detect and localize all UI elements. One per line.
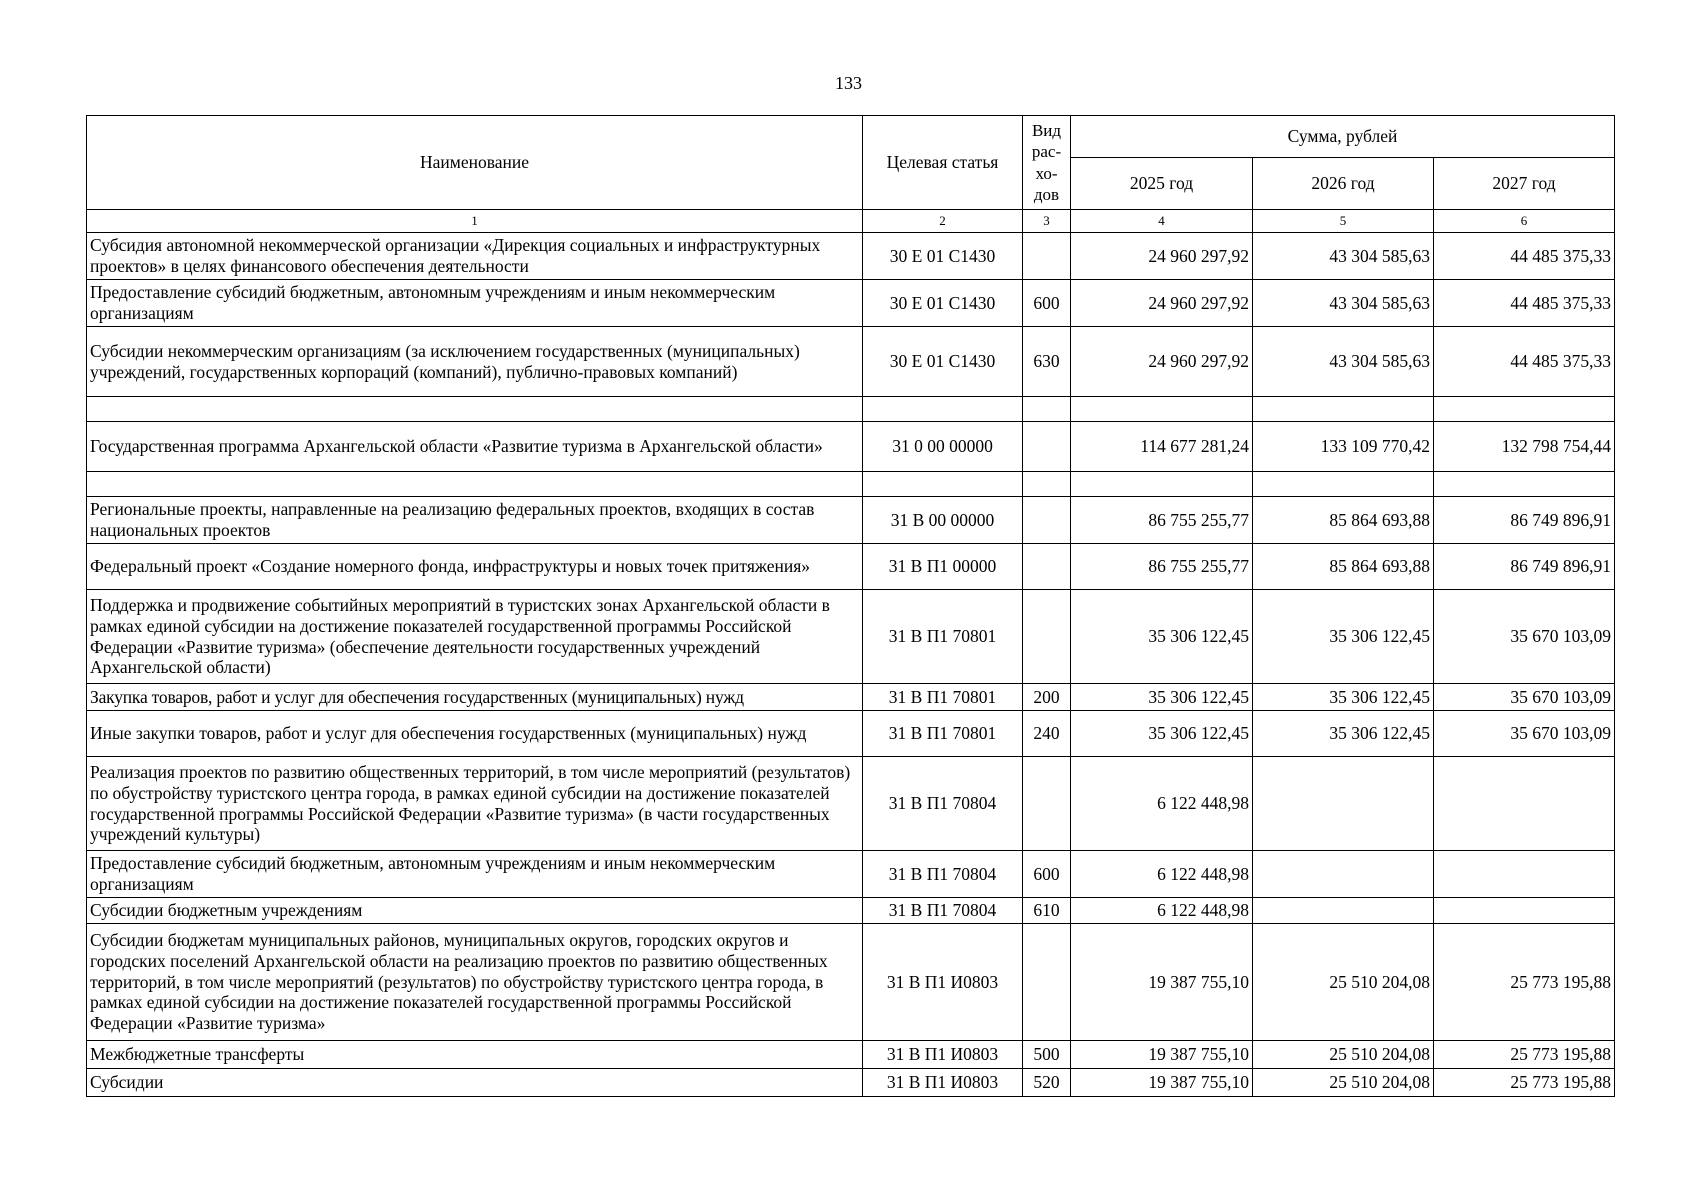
- table-row: [87, 711, 1615, 757]
- row-name: Реализация проектов по развитию общественных территорий, в том числе мероприятий (результатов) по обустройству туристского центра города, в рамках единой субсидии на достижение показателей государственной программы Российской Федерации «Развитие туризма» (в части государственных учреждений культуры): [87, 757, 863, 851]
- row-name: Предоставление субсидий бюджетным, автономным учреждениям и иным некоммерческим организациям: [87, 280, 863, 327]
- row-code: 31 В П1 70804: [863, 898, 1023, 924]
- row-amount-2025: 24 960 297,92: [1071, 233, 1253, 280]
- header-2026: 2026 год: [1253, 158, 1434, 210]
- row-code: 31 В 00 00000: [863, 497, 1023, 544]
- table-row-program: [87, 422, 1615, 472]
- row-amount-2025: [1071, 472, 1253, 497]
- row-amount-2025: [1071, 397, 1253, 422]
- page-number: 133: [835, 73, 862, 93]
- row-amount-2027: 44 485 375,33: [1434, 327, 1615, 397]
- row-amount-2027: 86 749 896,91: [1434, 544, 1615, 590]
- row-amount-2025: 86 755 255,77: [1071, 544, 1253, 590]
- row-amount-2027: [1434, 757, 1615, 851]
- table-row: [87, 757, 1615, 851]
- header-code: Целевая статья: [863, 116, 1023, 210]
- header-2025: 2025 год: [1071, 158, 1253, 210]
- row-amount-2026: 25 510 204,08: [1253, 1041, 1434, 1069]
- row-vid: 520: [1023, 1069, 1071, 1097]
- row-code: 30 Е 01 С1430: [863, 280, 1023, 327]
- header-name: Наименование: [87, 116, 863, 210]
- row-amount-2026: 85 864 693,88: [1253, 497, 1434, 544]
- row-amount-2026: 35 306 122,45: [1253, 684, 1434, 711]
- row-vid: 610: [1023, 898, 1071, 924]
- row-amount-2026: 25 510 204,08: [1253, 924, 1434, 1041]
- row-amount-2027: 132 798 754,44: [1434, 422, 1615, 472]
- row-name: Предоставление субсидий бюджетным, автономным учреждениям и иным некоммерческим организациям: [87, 851, 863, 898]
- empty-row: [87, 397, 1615, 422]
- column-number-row: [87, 210, 1615, 233]
- row-code: [863, 397, 1023, 422]
- row-name: Субсидии бюджетам муниципальных районов, муниципальных округов, городских округов и городских поселений Архангельской области на реализацию проектов по развитию общественных территорий, в том числе мероприятий (результатов) по обустройству туристского центра города, в рамках единой субсидии на достижение показателей государственной программы Российской Федерации «Развитие туризма»: [87, 924, 863, 1041]
- col-number: 6: [1434, 210, 1615, 233]
- row-amount-2025: 86 755 255,77: [1071, 497, 1253, 544]
- row-vid: [1023, 233, 1071, 280]
- budget-table: [86, 115, 1615, 1097]
- row-name: [87, 397, 863, 422]
- row-code: 31 В П1 00000: [863, 544, 1023, 590]
- table-row-regional: [87, 497, 1615, 544]
- row-code: [863, 472, 1023, 497]
- col-number: 2: [863, 210, 1023, 233]
- table-row: [87, 851, 1615, 898]
- row-amount-2026: 43 304 585,63: [1253, 233, 1434, 280]
- row-code: 30 Е 01 С1430: [863, 233, 1023, 280]
- row-vid: 240: [1023, 711, 1071, 757]
- row-amount-2026: 85 864 693,88: [1253, 544, 1434, 590]
- row-name: Иные закупки товаров, работ и услуг для обеспечения государственных (муниципальных) нужд: [87, 711, 863, 757]
- row-amount-2026: [1253, 757, 1434, 851]
- row-amount-2025: 35 306 122,45: [1071, 711, 1253, 757]
- row-vid: [1023, 924, 1071, 1041]
- empty-row: [87, 472, 1615, 497]
- row-amount-2025: 19 387 755,10: [1071, 1041, 1253, 1069]
- row-amount-2025: 24 960 297,92: [1071, 280, 1253, 327]
- table-row: [87, 898, 1615, 924]
- row-vid: 200: [1023, 684, 1071, 711]
- row-name: Субсидии бюджетным учреждениям: [87, 898, 863, 924]
- row-amount-2025: 6 122 448,98: [1071, 851, 1253, 898]
- row-code: 31 В П1 70801: [863, 590, 1023, 684]
- table-row: [87, 684, 1615, 711]
- row-amount-2025: 6 122 448,98: [1071, 898, 1253, 924]
- row-amount-2026: [1253, 898, 1434, 924]
- row-amount-2025: 114 677 281,24: [1071, 422, 1253, 472]
- row-amount-2027: [1434, 898, 1615, 924]
- row-code: 31 0 00 00000: [863, 422, 1023, 472]
- row-amount-2027: 35 670 103,09: [1434, 590, 1615, 684]
- row-vid: [1023, 757, 1071, 851]
- row-vid: [1023, 590, 1071, 684]
- row-name: Субсидии: [87, 1069, 863, 1097]
- row-name: Государственная программа Архангельской области «Развитие туризма в Архангельской области»: [87, 422, 863, 472]
- table-row: [87, 280, 1615, 327]
- row-vid: 630: [1023, 327, 1071, 397]
- row-name: Межбюджетные трансферты: [87, 1041, 863, 1069]
- row-amount-2025: 19 387 755,10: [1071, 1069, 1253, 1097]
- row-amount-2026: [1253, 397, 1434, 422]
- row-amount-2026: 35 306 122,45: [1253, 711, 1434, 757]
- row-amount-2026: 43 304 585,63: [1253, 327, 1434, 397]
- row-amount-2026: 133 109 770,42: [1253, 422, 1434, 472]
- row-amount-2026: [1253, 851, 1434, 898]
- col-number: 4: [1071, 210, 1253, 233]
- row-name: Субсидия автономной некоммерческой организации «Дирекция социальных и инфраструктурных проектов» в целях финансового обеспечения деятельности: [87, 233, 863, 280]
- table-row: [87, 233, 1615, 280]
- row-vid: 600: [1023, 280, 1071, 327]
- row-code: 31 В П1 70804: [863, 757, 1023, 851]
- row-vid: [1023, 397, 1071, 422]
- row-name: Субсидии некоммерческим организациям (за исключением государственных (муниципальных) учреждений, государственных корпораций (компаний), публично-правовых компаний): [87, 327, 863, 397]
- row-amount-2026: 43 304 585,63: [1253, 280, 1434, 327]
- row-vid: [1023, 422, 1071, 472]
- row-code: 31 В П1 И0803: [863, 924, 1023, 1041]
- table-row: [87, 544, 1615, 590]
- row-code: 30 Е 01 С1430: [863, 327, 1023, 397]
- row-vid: [1023, 544, 1071, 590]
- col-number: 3: [1023, 210, 1071, 233]
- header-sum: Сумма, рублей: [1071, 116, 1615, 158]
- row-code: 31 В П1 70801: [863, 711, 1023, 757]
- col-number: 1: [87, 210, 863, 233]
- row-amount-2025: 35 306 122,45: [1071, 590, 1253, 684]
- row-amount-2026: 35 306 122,45: [1253, 590, 1434, 684]
- row-amount-2027: 25 773 195,88: [1434, 1041, 1615, 1069]
- row-amount-2027: [1434, 851, 1615, 898]
- row-code: 31 В П1 70801: [863, 684, 1023, 711]
- row-code: 31 В П1 70804: [863, 851, 1023, 898]
- row-vid: 500: [1023, 1041, 1071, 1069]
- header-vid: Вид рас- хо- дов: [1023, 116, 1071, 210]
- table-row: [87, 1069, 1615, 1097]
- table-row: [87, 1041, 1615, 1069]
- table-row: [87, 327, 1615, 397]
- row-amount-2027: 35 670 103,09: [1434, 711, 1615, 757]
- row-amount-2027: 86 749 896,91: [1434, 497, 1615, 544]
- row-amount-2027: 25 773 195,88: [1434, 924, 1615, 1041]
- row-amount-2025: 35 306 122,45: [1071, 684, 1253, 711]
- table-row: [87, 590, 1615, 684]
- row-amount-2027: 44 485 375,33: [1434, 233, 1615, 280]
- table-row: [87, 924, 1615, 1041]
- row-amount-2025: 19 387 755,10: [1071, 924, 1253, 1041]
- row-amount-2027: 35 670 103,09: [1434, 684, 1615, 711]
- row-vid: 600: [1023, 851, 1071, 898]
- row-amount-2027: [1434, 397, 1615, 422]
- row-amount-2025: 24 960 297,92: [1071, 327, 1253, 397]
- row-amount-2027: [1434, 472, 1615, 497]
- row-amount-2027: 25 773 195,88: [1434, 1069, 1615, 1097]
- row-name: Закупка товаров, работ и услуг для обеспечения государственных (муниципальных) нужд: [87, 684, 863, 711]
- row-name: Федеральный проект «Создание номерного фонда, инфраструктуры и новых точек притяжения»: [87, 544, 863, 590]
- row-name: [87, 472, 863, 497]
- row-amount-2027: 44 485 375,33: [1434, 280, 1615, 327]
- header-2027: 2027 год: [1434, 158, 1615, 210]
- row-name: Региональные проекты, направленные на реализацию федеральных проектов, входящих в состав национальных проектов: [87, 497, 863, 544]
- row-code: 31 В П1 И0803: [863, 1069, 1023, 1097]
- col-number: 5: [1253, 210, 1434, 233]
- row-amount-2025: 6 122 448,98: [1071, 757, 1253, 851]
- row-amount-2026: [1253, 472, 1434, 497]
- row-name: Поддержка и продвижение событийных мероприятий в туристских зонах Архангельской области в рамках единой субсидии на достижение показателей государственной программы Российской Федерации «Развитие туризма» (обеспечение деятельности государственных учреждений Архангельской области): [87, 590, 863, 684]
- row-vid: [1023, 497, 1071, 544]
- row-code: 31 В П1 И0803: [863, 1041, 1023, 1069]
- row-amount-2026: 25 510 204,08: [1253, 1069, 1434, 1097]
- row-vid: [1023, 472, 1071, 497]
